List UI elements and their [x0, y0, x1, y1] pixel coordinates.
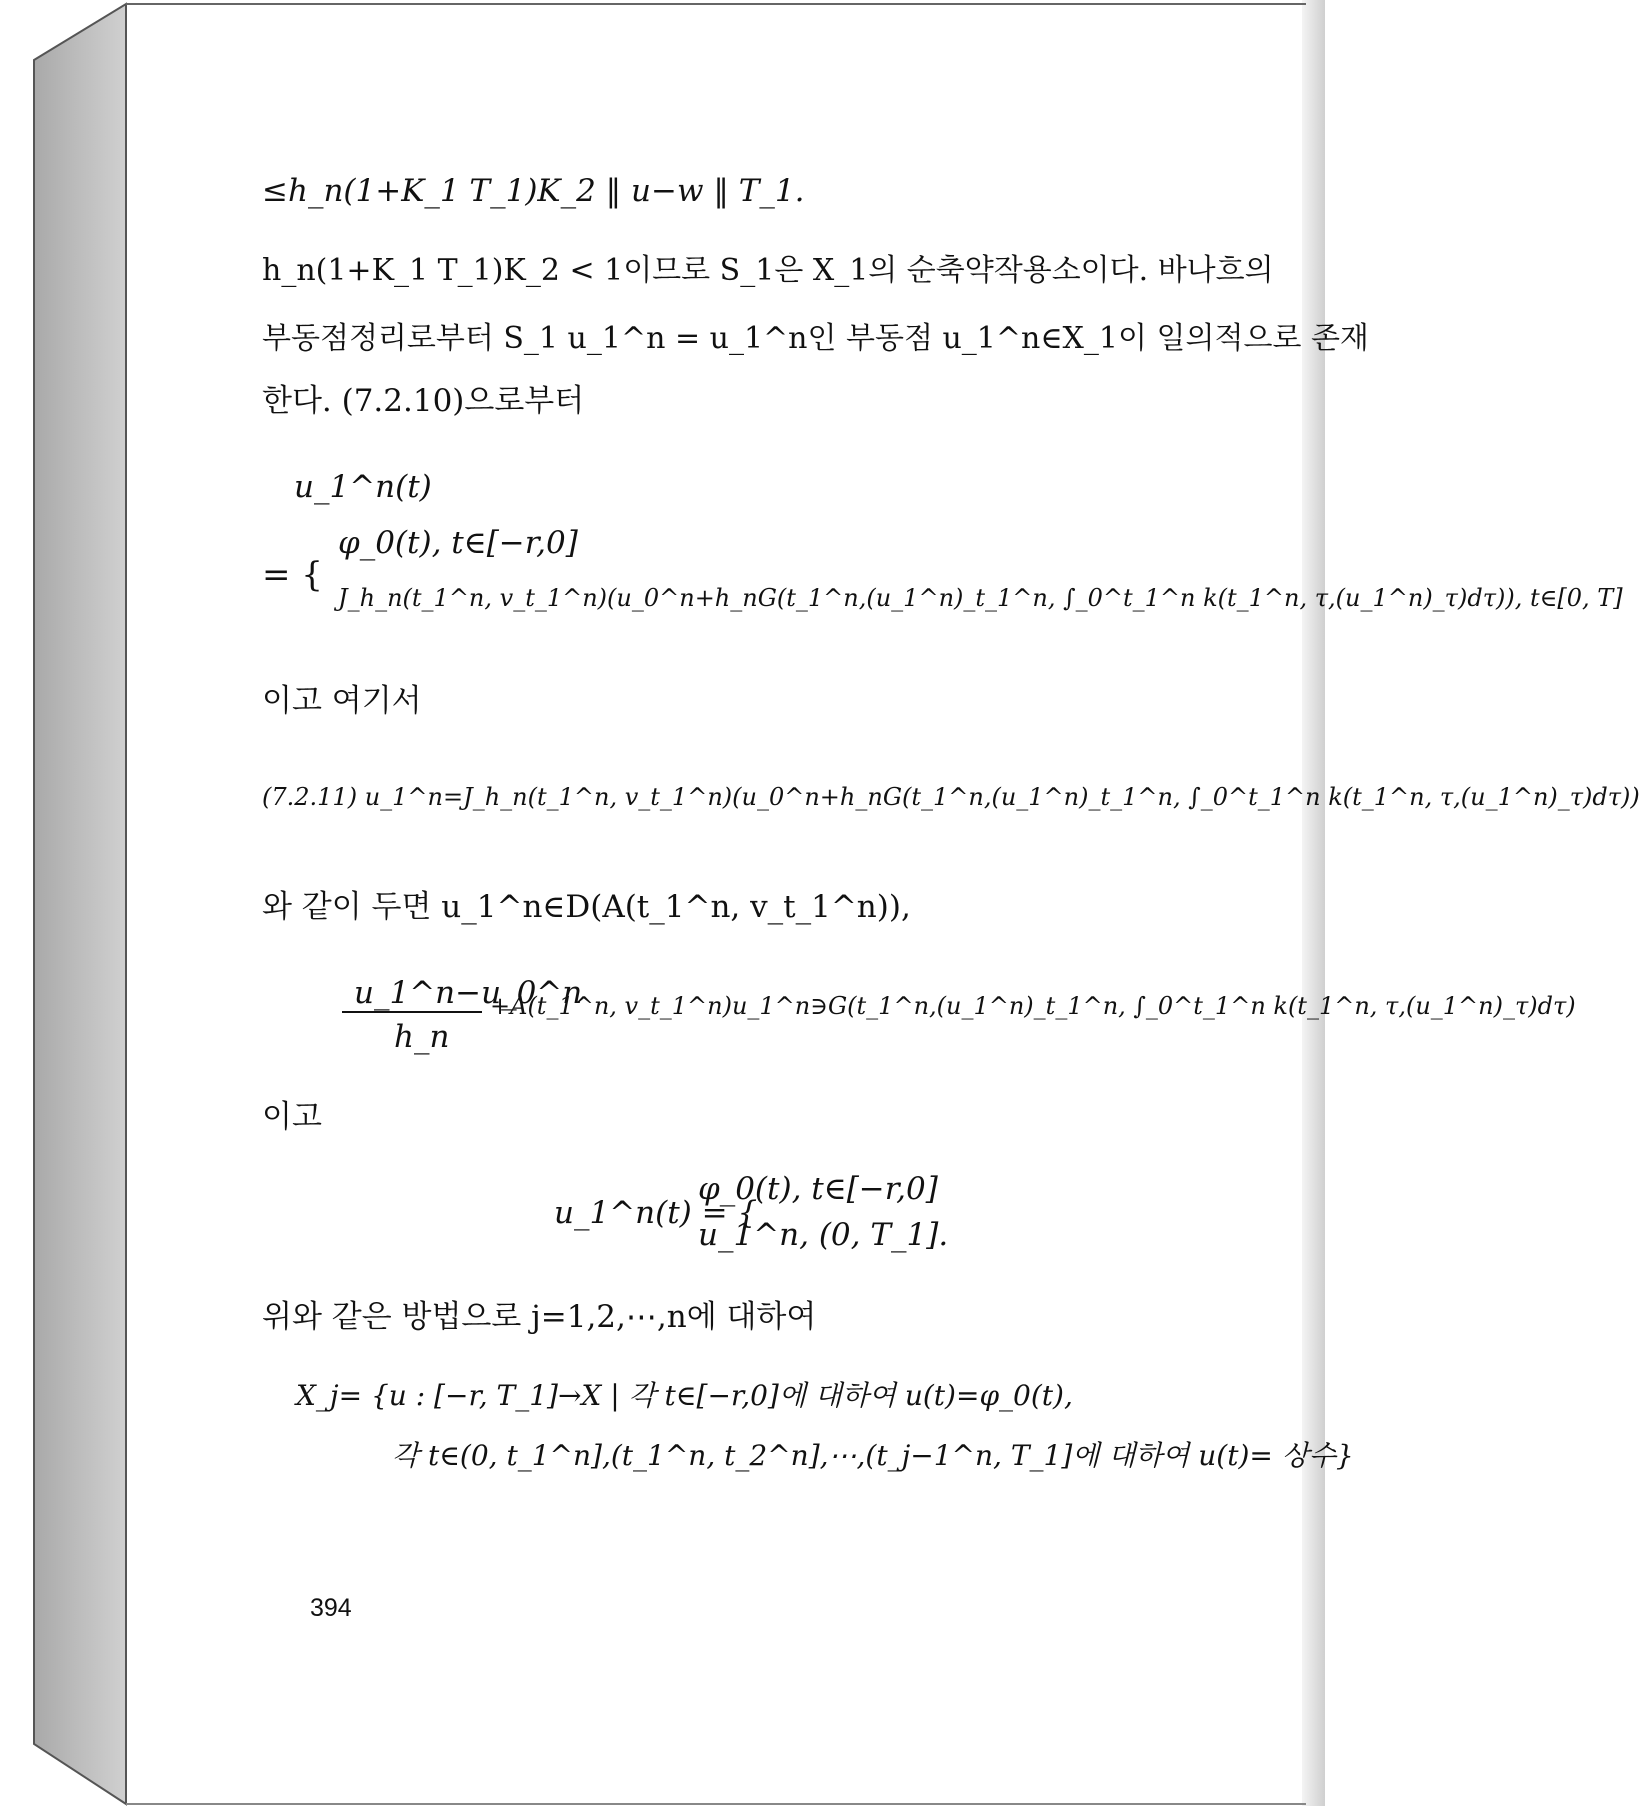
text-line-4: 한다. (7.2.10)으로부터 [262, 383, 585, 419]
equation-lhs: u_1^n(t) [294, 469, 432, 505]
text-line-1: ≤h_n(1+K_1 T_1)K_2 ‖ u−w ‖ T_1. [262, 173, 805, 209]
equation-7-2-11: (7.2.11) u_1^n=J_h_n(t_1^n, v_t_1^n)(u_0^n+h_nG(t_1^n,(u_1^n)_t_1^n, ∫_0^t_1^n k(t_1^n, τ,(u_1^n)_τ)dτ)) [262, 783, 1640, 811]
fraction-numerator: u_1^n−u_0^n [354, 975, 583, 1011]
text-line-8: 위와 같은 방법으로 j=1,2,⋯,n에 대하여 [262, 1299, 817, 1335]
equation-brace: = { [262, 555, 323, 595]
text-line-7: 이고 [262, 1099, 322, 1135]
fraction-bar [342, 1011, 482, 1013]
set-definition-line-1: X_j= {u : [−r, T_1]→X | 각 t∈[−r,0]에 대하여 u(t)=φ_0(t), [296, 1379, 1073, 1412]
text-line-2: h_n(1+K_1 T_1)K_2 < 1이므로 S_1은 X_1의 순축약작용소이다. 바나흐의 [262, 253, 1274, 288]
text-line-3: 부동점정리로부터 S_1 u_1^n = u_1^n인 부동점 u_1^n∈X_1이 일의적으로 존재 [262, 321, 1369, 356]
initial-value-lhs: u_1^n(t) = { [554, 1195, 758, 1231]
equation-inclusion: +A(t_1^n, v_t_1^n)u_1^n∋G(t_1^n,(u_1^n)_t_1^n, ∫_0^t_1^n k(t_1^n, τ,(u_1^n)_τ)dτ) [490, 992, 1576, 1020]
initial-value-case-1: φ_0(t), t∈[−r,0] [698, 1171, 938, 1207]
book-spine [34, 4, 126, 1804]
equation-case-1: φ_0(t), t∈[−r,0] [338, 525, 578, 561]
initial-value-case-2: u_1^n, (0, T_1]. [698, 1217, 949, 1253]
set-definition-line-2: 각 t∈(0, t_1^n],(t_1^n, t_2^n],⋯,(t_j−1^n, T_1]에 대하여 u(t)= 상수} [392, 1439, 1354, 1472]
fraction-denominator: h_n [394, 1019, 450, 1055]
text-line-6: 와 같이 두면 u_1^n∈D(A(t_1^n, v_t_1^n)), [262, 889, 911, 925]
book-page [126, 0, 1640, 1806]
text-line-5: 이고 여기서 [262, 683, 422, 719]
page-number: 394 [310, 1594, 352, 1622]
equation-case-2: J_h_n(t_1^n, v_t_1^n)(u_0^n+h_nG(t_1^n,(u_1^n)_t_1^n, ∫_0^t_1^n k(t_1^n, τ,(u_1^n)_τ)dτ)), t∈[0, T] [338, 584, 1623, 612]
